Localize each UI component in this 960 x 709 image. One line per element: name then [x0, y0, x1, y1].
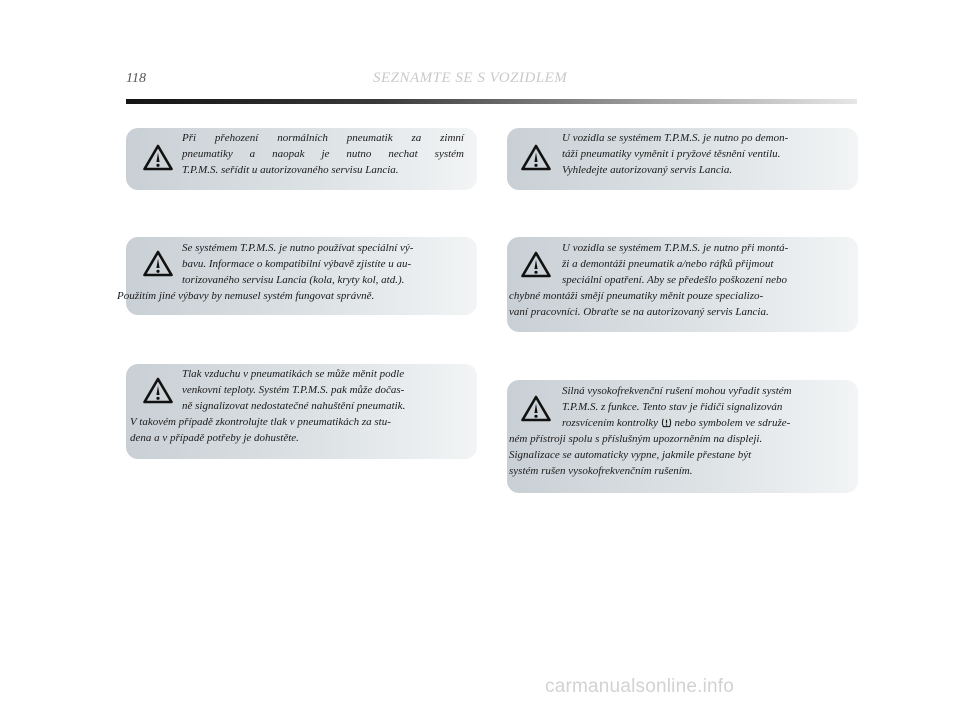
text-line: venkovní teploty. Systém T.P.M.S. pak může dočas- — [182, 384, 405, 396]
text-line: V takovém případě zkontrolujte tlak v pneumatikách za stu- — [130, 416, 391, 428]
text-line: ném přístroji spolu s příslušným upozorněním na displeji. — [509, 433, 763, 445]
text-line: vaní pracovníci. Obraťte se na autorizovaný servis Lancia. — [509, 306, 769, 318]
text-fragment: rozsvícením kontrolky — [562, 417, 659, 429]
warning-triangle-icon — [521, 144, 551, 171]
text-line: T.P.M.S. seřídit u autorizovaného servisu Lancia. — [182, 164, 399, 176]
warning-text-valve-seal — [562, 130, 846, 178]
text-line: pneumatiky a naopak je nutno nechat systém — [182, 148, 464, 160]
text-line: T.P.M.S. z funkce. Tento stav je řidiči signalizován — [562, 401, 783, 413]
text-line: Použitím jiné výbavy by nemusel systém fungovat správně. — [117, 290, 375, 302]
warning-text-air-pressure — [130, 366, 464, 446]
watermark: carmanualsonline.info — [545, 676, 735, 697]
text-line: Se systémem T.P.M.S. je nutno používat speciální vý- — [182, 242, 414, 254]
text-line: ně signalizovat nedostatečné nahuštění pneumatik. — [182, 400, 406, 412]
text-line: U vozidla se systémem T.P.M.S. je nutno při montá- — [562, 242, 789, 254]
text-fragment: nebo symbolem ve sdruže- — [674, 417, 791, 429]
text-line: U vozidla se systémem T.P.M.S. je nutno po demon- — [562, 132, 789, 144]
text-line: Vyhledejte autorizovaný servis Lancia. — [562, 164, 733, 176]
text-line: ži a demontáži pneumatik a/nebo ráfků přijmout — [562, 258, 774, 270]
text-line: bavu. Informace o kompatibilní výbavě zjistíte u au- — [182, 258, 412, 270]
tire-pressure-warning-icon — [661, 417, 672, 428]
warning-text-rf-interference — [509, 383, 846, 479]
warning-triangle-icon — [143, 144, 173, 171]
page-number: 118 — [126, 71, 146, 86]
text-line: Při přehození normálních pneumatik za zimní — [182, 132, 464, 144]
header-rule — [126, 99, 857, 104]
text-line: táži pneumatiky vyměnit i pryžové těsnění ventilu. — [562, 148, 781, 160]
text-line: dena a v případě potřeby je dohustěte. — [130, 432, 299, 444]
text-line: Tlak vzduchu v pneumatikách se může měnit podle — [182, 368, 405, 380]
warning-text-winter-tyres — [182, 130, 464, 178]
text-line: systém rušen vysokofrekvenčním rušením. — [509, 465, 693, 477]
text-line: chybné montáži smějí pneumatiky měnit pouze specializo- — [509, 290, 764, 302]
warning-text-special-equipment — [117, 240, 464, 304]
text-line: Silná vysokofrekvenční rušení mohou vyřadit systém — [562, 385, 792, 397]
section-title: SEZNAMTE SE S VOZIDLEM — [373, 70, 568, 86]
warning-text-tyre-mounting — [509, 240, 846, 320]
text-line — [509, 415, 846, 431]
text-line: torizovaného servisu Lancia (kola, kryty kol, atd.). — [182, 274, 405, 286]
text-line: Signalizace se automaticky vypne, jakmile přestane být — [509, 449, 752, 461]
text-line: speciální opatření. Aby se předešlo poškození nebo — [562, 274, 787, 286]
